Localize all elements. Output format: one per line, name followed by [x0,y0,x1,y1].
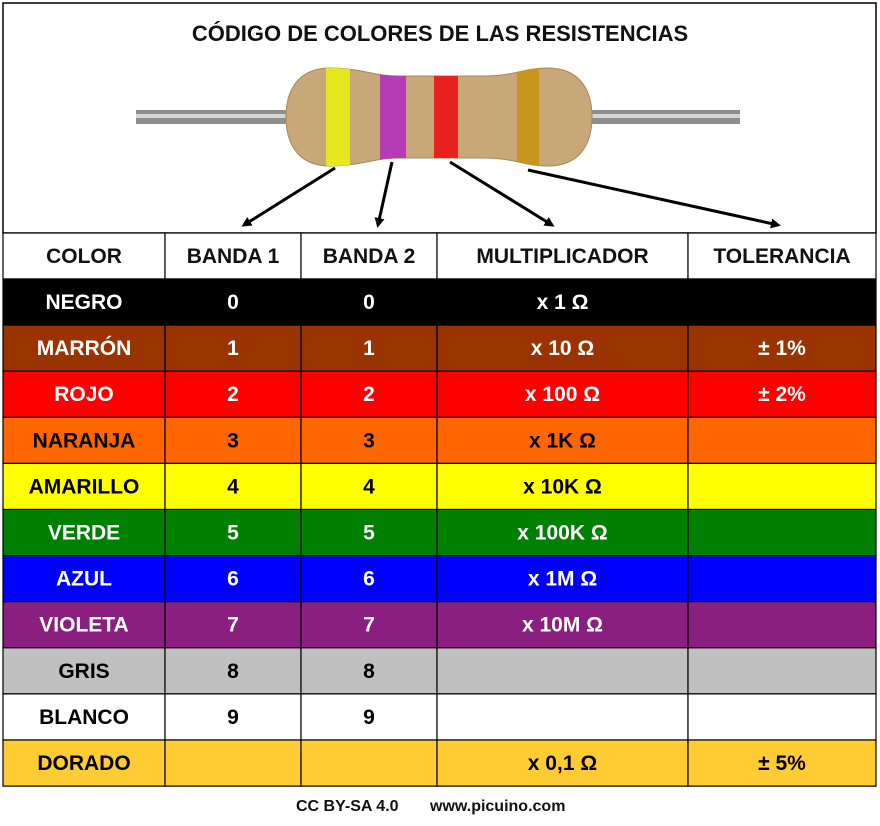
cell-band1: 3 [227,429,239,453]
cell-color: MARRÓN [36,337,132,361]
cell-multiplier: x 100K Ω [517,521,608,545]
cell-band2-bg [301,740,437,786]
table-row [3,463,876,509]
cell-band2: 2 [363,383,375,407]
cell-color: BLANCO [39,705,129,729]
cell-multiplier: x 1K Ω [528,429,597,453]
table-row [3,694,876,740]
cell-band1: 8 [227,659,239,683]
cell-band1: 7 [227,613,239,637]
header-banda-2: BANDA 2 [322,245,416,268]
cell-tolerance-bg [688,556,876,602]
table-header-row [3,233,876,279]
color-code-table [3,233,876,786]
cell-tolerance-bg [688,694,876,740]
table-row [3,371,876,417]
cell-color: VIOLETA [39,613,129,637]
header-banda-1: BANDA 1 [186,245,280,268]
cell-multiplier: x 10M Ω [521,613,604,637]
cell-tolerance-bg [688,648,876,694]
cell-band1: 6 [227,567,239,591]
cell-tolerance-bg [688,279,876,325]
band-1 [326,60,350,175]
cell-tolerance-bg [688,510,876,556]
cell-tolerance-bg [688,417,876,463]
table-row [3,648,876,694]
table-row [3,417,876,463]
cell-band1: 4 [227,475,239,499]
cell-band1: 1 [227,337,239,361]
page-title: CÓDIGO DE COLORES DE LAS RESISTENCIAS [191,21,689,46]
cell-multiplier: x 10K Ω [523,475,602,499]
cell-band2: 7 [363,613,375,637]
cell-multiplier: x 0,1 Ω [527,752,598,775]
header-color: COLOR [46,245,122,268]
cell-color: VERDE [47,521,121,545]
cell-multiplier: x 1 Ω [536,291,589,314]
cell-tolerance-bg [688,463,876,509]
cell-band2: 9 [363,705,375,729]
cell-band2: 3 [363,429,375,453]
cell-multiplier: x 10 Ω [530,337,595,361]
cell-multiplier-bg [437,694,688,740]
cell-color: AMARILLO [28,475,140,499]
cell-multiplier: x 100 Ω [524,383,601,407]
cell-color: ROJO [54,383,114,407]
band-2 [380,60,406,175]
table-row [3,556,876,602]
cell-band1: 0 [227,291,239,314]
cell-band1: 9 [227,705,239,729]
cell-color: AZUL [56,567,112,591]
cell-tolerance: ± 1% [758,337,806,361]
cell-multiplier: x 1M Ω [527,567,598,591]
cell-band1: 5 [227,521,239,545]
cell-band2: 6 [363,567,375,591]
cell-band1-bg [165,740,301,786]
cell-tolerance-bg [688,602,876,648]
cell-tolerance: ± 2% [758,383,806,407]
cell-band1: 2 [227,383,239,407]
cell-band2: 0 [363,291,375,314]
cell-band2: 1 [363,337,375,361]
cell-color: NARANJA [32,429,136,453]
table-row [3,325,876,371]
resistor-body [286,60,592,175]
cell-band2: 4 [363,475,375,499]
header-tolerancia: TOLERANCIA [713,245,851,268]
cell-multiplier-bg [437,648,688,694]
cell-tolerance: ± 5% [758,752,806,775]
header-multiplicador: MULTIPLICADOR [476,245,649,268]
table-row [3,740,876,786]
cell-color: NEGRO [45,291,123,314]
footer-site: www.picuino.com [430,798,566,815]
band-tolerance [517,60,539,175]
table-row [3,510,876,556]
cell-color: GRIS [58,659,110,683]
cell-band2: 8 [363,659,375,683]
cell-band2: 5 [363,521,375,545]
table-row [3,602,876,648]
table-row [3,279,876,325]
footer-license: CC BY-SA 4.0 [296,798,399,815]
cell-color: DORADO [37,752,131,775]
band-3 [434,60,458,175]
